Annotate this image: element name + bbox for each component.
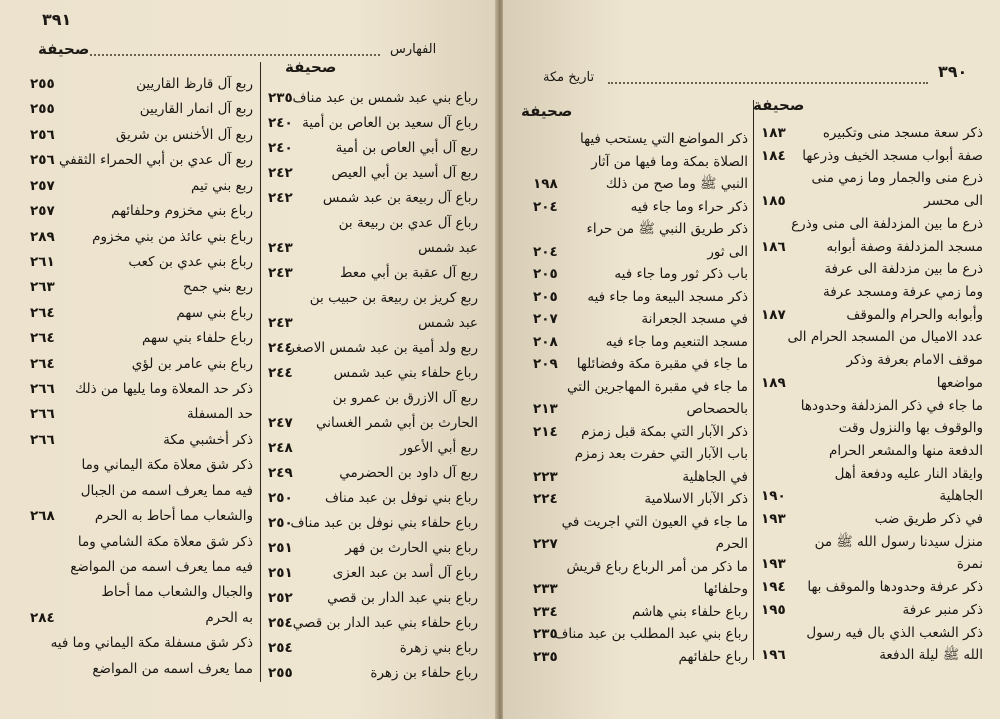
entry-page-number: ٢٦٤ <box>30 330 55 347</box>
index-entry <box>761 553 983 576</box>
entry-title: فيه مما يعرف اسمه من المواضع <box>70 558 253 575</box>
entry-title: ذكر الشعب الذي بال فيه رسول <box>806 624 983 641</box>
index-entry <box>28 504 253 529</box>
index-entry <box>533 601 748 624</box>
entry-title: مما يعرف اسمه من المواضع <box>92 660 253 677</box>
entry-title: ربع آل الازرق بن عمرو بن <box>332 390 478 406</box>
entry-title: باب الآبار التي حفرت بعد زمزم <box>574 446 748 462</box>
entry-title: ربع آل قارظ القاريين <box>136 76 253 92</box>
entry-title: بالحصحاص <box>686 401 748 417</box>
entry-title: وأبوابه والحرام والموقف <box>846 306 983 323</box>
index-entry <box>533 533 748 556</box>
index-entry <box>761 145 983 168</box>
column-divider <box>753 100 754 660</box>
entry-page-number: ٢٥٦ <box>30 152 55 169</box>
entry-title: والوقوف بها والنزول وقت <box>838 420 983 437</box>
index-entry <box>761 395 983 418</box>
column-heading: صحيفة <box>285 58 337 76</box>
index-entry <box>761 644 983 667</box>
entry-title: رباع بني عبد شمس بن عبد مناف <box>292 90 478 106</box>
index-entry <box>533 196 748 219</box>
index-entry <box>761 576 983 599</box>
header-dotted-rule <box>90 54 380 56</box>
entry-page-number: ٢٦٨ <box>30 508 55 525</box>
entry-page-number: ٢٦٦ <box>30 381 55 397</box>
entry-title: الدفعة منها والمشعر الحرام <box>829 442 983 459</box>
entry-page-number: ٢٣٥ <box>533 648 558 665</box>
index-column-right <box>268 86 478 686</box>
index-entry <box>761 417 983 440</box>
entry-title: رباع آل أسد بن عبد العزى <box>332 565 478 581</box>
index-entry <box>28 72 253 97</box>
index-entry <box>268 261 478 286</box>
entry-title: عبد شمس <box>418 240 478 256</box>
entry-title: الحرم <box>715 536 748 552</box>
index-entry <box>28 97 253 122</box>
entry-title: ربع آل عدي بن أبي الحمراء الثقفي <box>58 152 253 169</box>
entry-page-number: ١٩٤ <box>761 579 786 596</box>
entry-page-number: ١٨٦ <box>761 238 786 255</box>
index-entry <box>533 331 748 354</box>
index-entry <box>28 377 253 402</box>
entry-title: نمرة <box>956 556 983 573</box>
entry-page-number: ٢٨٤ <box>30 609 55 626</box>
index-entry <box>28 479 253 504</box>
entry-page-number: ٢٦١ <box>30 253 55 270</box>
index-entry <box>268 236 478 261</box>
index-entry <box>268 586 478 611</box>
entry-page-number: ٢٣٤ <box>533 603 558 620</box>
entry-title: رباع حلفاء بني عبد شمس <box>333 365 478 381</box>
index-entry <box>268 436 478 461</box>
index-entry <box>268 486 478 511</box>
index-entry <box>268 636 478 661</box>
index-entry <box>533 173 748 196</box>
entry-title: ربع كريز بن ربيعة بن حبيب بن <box>309 290 478 306</box>
entry-title: رباع حلفاء بني عبد الدار بن قصي <box>292 615 478 631</box>
entry-title: الصلاة بمكة وما فيها من آثار <box>591 153 748 170</box>
index-entry <box>28 326 253 351</box>
entry-page-number: ٢٦٣ <box>30 279 55 296</box>
entry-page-number: ٢٤٨ <box>268 440 293 456</box>
index-entry <box>533 308 748 331</box>
entry-title: رباع حلفاء بن زهرة <box>370 665 478 681</box>
index-entry <box>761 326 983 349</box>
entry-title: رباع حلفاء بني نوفل بن عبد مناف <box>290 515 478 531</box>
entry-title: رباع بني عبد المطلب بن عبد مناف <box>554 626 748 642</box>
entry-title: رباع بني زهرة <box>399 640 478 656</box>
entry-page-number: ٢١٤ <box>533 423 558 440</box>
entry-title: الى محسر <box>924 193 983 210</box>
index-entry <box>533 151 748 174</box>
entry-title: ذكر شق مسفلة مكة اليماني وما فيه <box>50 635 253 652</box>
entry-page-number: ٢٠٨ <box>533 333 558 350</box>
index-entry <box>28 530 253 555</box>
entry-page-number: ٢٥٤ <box>268 615 293 631</box>
index-entry <box>268 311 478 336</box>
entry-page-number: ٢٥٥ <box>30 76 55 92</box>
entry-title: ما جاء في مقبرة المهاجرين التي <box>567 378 748 395</box>
column-heading: صحيفة <box>753 96 805 114</box>
entry-title: ذكر الآبار الاسلامية <box>644 491 748 507</box>
entry-page-number: ٢٢٧ <box>533 536 558 552</box>
entry-page-number: ٢٥٥ <box>30 101 55 118</box>
entry-title: ما ذكر من أمر الرباع رباع قريش <box>566 558 748 575</box>
entry-title: ربع آل الأخنس بن شريق <box>115 126 253 143</box>
entry-page-number: ١٩٣ <box>761 556 786 573</box>
entry-title: رباع بني سهم <box>176 304 253 321</box>
index-entry <box>268 161 478 186</box>
entry-page-number: ٢٥٥ <box>268 665 293 681</box>
index-entry <box>533 218 748 241</box>
entry-page-number: ٢٤٢ <box>268 165 293 181</box>
entry-page-number: ١٨٣ <box>761 125 786 141</box>
index-entry <box>533 263 748 286</box>
entry-title: رباع بني عبد الدار بن قصي <box>327 590 478 606</box>
entry-title: رباع بني عدي بن كعب <box>128 253 253 270</box>
entry-title: ذكر طريق النبي ﷺ من حراء <box>586 221 748 237</box>
entry-title: ربع بني تيم <box>191 177 253 194</box>
index-entry <box>268 186 478 211</box>
index-entry <box>268 411 478 436</box>
entry-page-number: ٢٣٣ <box>533 581 558 597</box>
entry-page-number: ١٩٠ <box>761 488 786 505</box>
index-entry <box>761 236 983 259</box>
entry-page-number: ٢٤٠ <box>268 140 293 156</box>
entry-page-number: ٢٤٢ <box>268 190 293 206</box>
entry-page-number: ٢٥٤ <box>268 640 293 656</box>
entry-page-number: ٢٦٦ <box>30 431 55 448</box>
index-entry <box>268 536 478 561</box>
entry-title: رباع حلفاء بني هاشم <box>631 603 748 620</box>
index-entry <box>28 123 253 148</box>
index-entry <box>268 86 478 111</box>
index-entry <box>268 136 478 161</box>
entry-title: صفة أبواب مسجد الخيف وذرعها <box>802 147 983 164</box>
entry-title: ذكر مسجد البيعة وما جاء فيه <box>587 288 748 305</box>
index-entry <box>28 657 253 682</box>
entry-title: في الجاهلية <box>682 468 748 485</box>
entry-page-number: ٢٤٣ <box>268 315 293 331</box>
header-dotted-rule <box>608 82 928 84</box>
entry-title: ذكر حراء وما جاء فيه <box>630 198 748 215</box>
index-entry <box>28 352 253 377</box>
index-column-right <box>761 122 983 667</box>
entry-title: ذرع منى والجمار وما زمي منى <box>811 170 983 187</box>
entry-title: والجبال والشعاب مما أحاط <box>101 584 253 601</box>
index-entry <box>268 511 478 536</box>
entry-title: ربع ولد أمية بن عبد شمس الاصغر <box>288 340 478 356</box>
entry-page-number: ٢٤٣ <box>268 265 293 281</box>
entry-page-number: ١٨٥ <box>761 193 786 210</box>
index-entry <box>533 578 748 601</box>
entry-page-number: ٢٥١ <box>268 540 293 556</box>
entry-title: ذكر شق معلاة مكة اليماني وما <box>81 457 253 474</box>
entry-page-number: ٢٢٤ <box>533 491 558 507</box>
entry-title: ذكر شق معلاة مكة الشامي وما <box>77 533 253 550</box>
entry-title: ما جاء في ذكر المزدلفة وحدودها <box>800 397 983 414</box>
index-entry <box>533 623 748 646</box>
index-entry <box>28 428 253 453</box>
index-entry <box>761 122 983 145</box>
index-entry <box>761 622 983 645</box>
entry-page-number: ١٩٥ <box>761 601 786 618</box>
index-entry <box>28 402 253 427</box>
index-entry <box>28 174 253 199</box>
entry-title: ربع آل عقبة بن أبي معط <box>339 265 478 281</box>
entry-page-number: ٢٥٧ <box>30 203 55 220</box>
entry-title: موقف الامام بعرفة وذكر <box>846 352 983 369</box>
entry-title: ربع آل أبي العاص بن أمية <box>335 140 478 156</box>
index-entry <box>761 485 983 508</box>
entry-title: رباع بني عائذ من بني مخزوم <box>92 228 253 245</box>
entry-title: رباع حلفاء بني سهم <box>141 330 253 347</box>
index-entry <box>761 281 983 304</box>
column-divider <box>260 62 261 682</box>
entry-title: ذرع ما بين مزدلفة الى عرفة <box>824 261 983 278</box>
entry-page-number: ٢٦٤ <box>30 304 55 321</box>
entry-title: ذكر سعة مسجد منى وتكبيره <box>822 125 983 141</box>
index-entry <box>268 211 478 236</box>
index-entry <box>761 463 983 486</box>
entry-title: ذكر المواضع التي يستحب فيها <box>580 131 748 147</box>
entry-title: وايقاد النار عليه ودفعة أهل <box>834 465 983 482</box>
entry-page-number: ٢٦٦ <box>30 406 55 423</box>
entry-page-number: ٢٤٩ <box>268 465 293 481</box>
entry-title: ذرع ما بين المزدلفة الى منى وذرع <box>791 215 983 232</box>
index-entry <box>533 466 748 489</box>
index-entry <box>28 555 253 580</box>
entry-title: ذكر حد المعلاة وما يليها من ذلك <box>75 381 253 397</box>
index-entry <box>533 556 748 579</box>
entry-title: ذكر الآبار التي بمكة قبل زمزم <box>581 423 748 440</box>
entry-title: رباع آل ربيعة بن عبد شمس <box>322 190 478 206</box>
entry-title: رباع بني مخزوم وحلفائهم <box>111 203 253 220</box>
entry-page-number: ٢٤٤ <box>268 365 293 381</box>
entry-title: رباع بني الحارث بن فهر <box>345 540 478 556</box>
index-entry <box>533 488 748 511</box>
entry-page-number: ٢٥٠ <box>268 515 293 531</box>
index-entry <box>533 128 748 151</box>
entry-page-number: ٢٤٠ <box>268 115 293 131</box>
left-page <box>0 0 497 719</box>
entry-title: ما جاء في العيون التي اجريت في <box>561 513 748 530</box>
index-entry <box>268 286 478 311</box>
entry-title: رباع آل سعيد بن العاص بن أمية <box>302 115 478 131</box>
entry-title: مسجد التنعيم وما جاء فيه <box>605 333 748 350</box>
index-entry <box>761 508 983 531</box>
entry-page-number: ٢٣٥ <box>533 626 558 642</box>
page-number: ٣٩١ <box>42 10 72 29</box>
entry-page-number: ٢٠٩ <box>533 356 558 372</box>
entry-page-number: ٢٥٦ <box>30 126 55 143</box>
entry-title: رباع بني عامر بن لؤي <box>131 355 253 372</box>
entry-page-number: ١٨٩ <box>761 374 786 391</box>
index-entry <box>28 301 253 326</box>
entry-title: باب ذكر ثور وما جاء فيه <box>614 266 748 282</box>
entry-title: الله ﷺ ليلة الدفعة <box>879 647 983 664</box>
entry-title: ربع آل أسيد بن أبي العيص <box>331 165 478 181</box>
index-entry <box>268 386 478 411</box>
entry-page-number: ٢٢٣ <box>533 468 558 485</box>
entry-page-number: ٢٥٢ <box>268 590 293 606</box>
entry-title: في ذكر طريق ضب <box>874 511 983 528</box>
entry-title: حد المسفلة <box>187 406 253 423</box>
entry-title: ذكر أخشبي مكة <box>163 431 253 448</box>
index-entry <box>761 190 983 213</box>
entry-page-number: ٢٤٣ <box>268 240 293 256</box>
index-entry <box>28 580 253 605</box>
index-entry <box>761 531 983 554</box>
index-entry <box>28 199 253 224</box>
column-heading: صحيفة <box>521 102 573 120</box>
right-page <box>503 0 1000 719</box>
entry-title: والشعاب مما أحاط به الحرم <box>94 508 253 525</box>
index-entry <box>268 336 478 361</box>
entry-page-number: ٢٤٧ <box>268 415 293 431</box>
index-entry <box>28 453 253 478</box>
entry-page-number: ٢٠٤ <box>533 198 558 215</box>
entry-page-number: ٢٥١ <box>268 565 293 581</box>
index-entry <box>28 225 253 250</box>
entry-title: ذكر منبر عرفة <box>902 601 983 618</box>
running-head: الفهارس <box>390 42 437 57</box>
entry-title: مسجد المزدلفة وصفة أبوابه <box>826 238 983 255</box>
entry-page-number: ٢٣٥ <box>268 90 293 106</box>
index-entry <box>268 661 478 686</box>
index-entry <box>533 376 748 399</box>
index-column-left <box>28 72 253 682</box>
entry-title: فيه مما يعرف اسمه من الجبال <box>80 482 253 499</box>
index-entry <box>268 611 478 636</box>
entry-page-number: ٢٠٥ <box>533 266 558 282</box>
entry-page-number: ٢١٣ <box>533 401 558 417</box>
index-entry <box>533 241 748 264</box>
entry-page-number: ٢٠٧ <box>533 311 558 327</box>
entry-page-number: ١٨٤ <box>761 147 786 164</box>
entry-title: منزل سيدنا رسول الله ﷺ من <box>814 533 983 550</box>
entry-title: عدد الاميال من المسجد الحرام الى <box>787 329 983 346</box>
entry-title: الحارث بن أبي شمر الغساني <box>316 415 478 431</box>
index-entry <box>761 213 983 236</box>
entry-page-number: ١٩٨ <box>533 176 558 192</box>
index-entry <box>761 599 983 622</box>
index-entry <box>761 258 983 281</box>
entry-title: الى ثور <box>707 243 748 260</box>
entry-page-number: ٢٥٧ <box>30 177 55 194</box>
entry-title: في مسجد الجعرانة <box>641 311 748 327</box>
entry-title: ربع آل انمار القاريين <box>139 101 253 118</box>
entry-page-number: ٢٤٤ <box>268 340 293 356</box>
index-entry <box>533 286 748 309</box>
index-entry <box>268 561 478 586</box>
index-entry <box>28 250 253 275</box>
entry-page-number: ٢٦٤ <box>30 355 55 372</box>
entry-page-number: ١٩٣ <box>761 511 786 528</box>
index-entry <box>533 443 748 466</box>
index-entry <box>533 353 748 376</box>
page-number: ٣٩٠ <box>938 62 968 81</box>
entry-title: رباع آل عدي بن ربيعة بن <box>338 215 478 231</box>
index-entry <box>28 275 253 300</box>
entry-page-number: ٢٠٤ <box>533 243 558 260</box>
entry-page-number: ٢٨٩ <box>30 228 55 245</box>
entry-title: عبد شمس <box>418 315 478 331</box>
index-entry <box>761 372 983 395</box>
entry-page-number: ٢٠٥ <box>533 288 558 305</box>
index-entry <box>268 461 478 486</box>
index-entry <box>28 606 253 631</box>
index-entry <box>761 440 983 463</box>
index-entry <box>268 111 478 136</box>
index-entry <box>761 304 983 327</box>
index-entry <box>533 398 748 421</box>
index-column-left <box>533 128 748 668</box>
entry-page-number: ١٩٦ <box>761 647 786 664</box>
index-entry <box>533 646 748 669</box>
index-entry <box>28 631 253 656</box>
entry-title: ربع آل داود بن الحضرمي <box>339 465 478 481</box>
entry-page-number: ١٨٧ <box>761 306 786 323</box>
entry-title: النبي ﷺ وما صح من ذلك <box>605 176 748 192</box>
entry-title: مواضعها <box>936 374 983 391</box>
entry-title: ربع أبي الأعور <box>400 440 478 456</box>
entry-title: به الحرم <box>205 609 253 626</box>
index-entry <box>28 148 253 173</box>
entry-title: رباع بني نوفل بن عبد مناف <box>324 490 478 506</box>
running-head: تاريخ مكة <box>543 70 595 85</box>
index-entry <box>761 167 983 190</box>
entry-title: الجاهلية <box>939 488 983 505</box>
entry-title: رباع حلفائهم <box>678 648 748 665</box>
entry-title: ربع بني جمح <box>183 279 253 296</box>
entry-title: وحلفائها <box>703 581 748 597</box>
column-heading: صحيفة <box>38 40 90 58</box>
index-entry <box>268 361 478 386</box>
index-entry <box>533 511 748 534</box>
entry-title: ذكر عرفة وحدودها والموقف بها <box>807 579 983 596</box>
index-entry <box>533 421 748 444</box>
index-entry <box>761 349 983 372</box>
entry-page-number: ٢٥٠ <box>268 490 293 506</box>
entry-title: ما جاء في مقبرة مكة وفضائلها <box>576 356 748 372</box>
entry-title: وما زمي عرفة ومسجد عرفة <box>822 283 983 300</box>
